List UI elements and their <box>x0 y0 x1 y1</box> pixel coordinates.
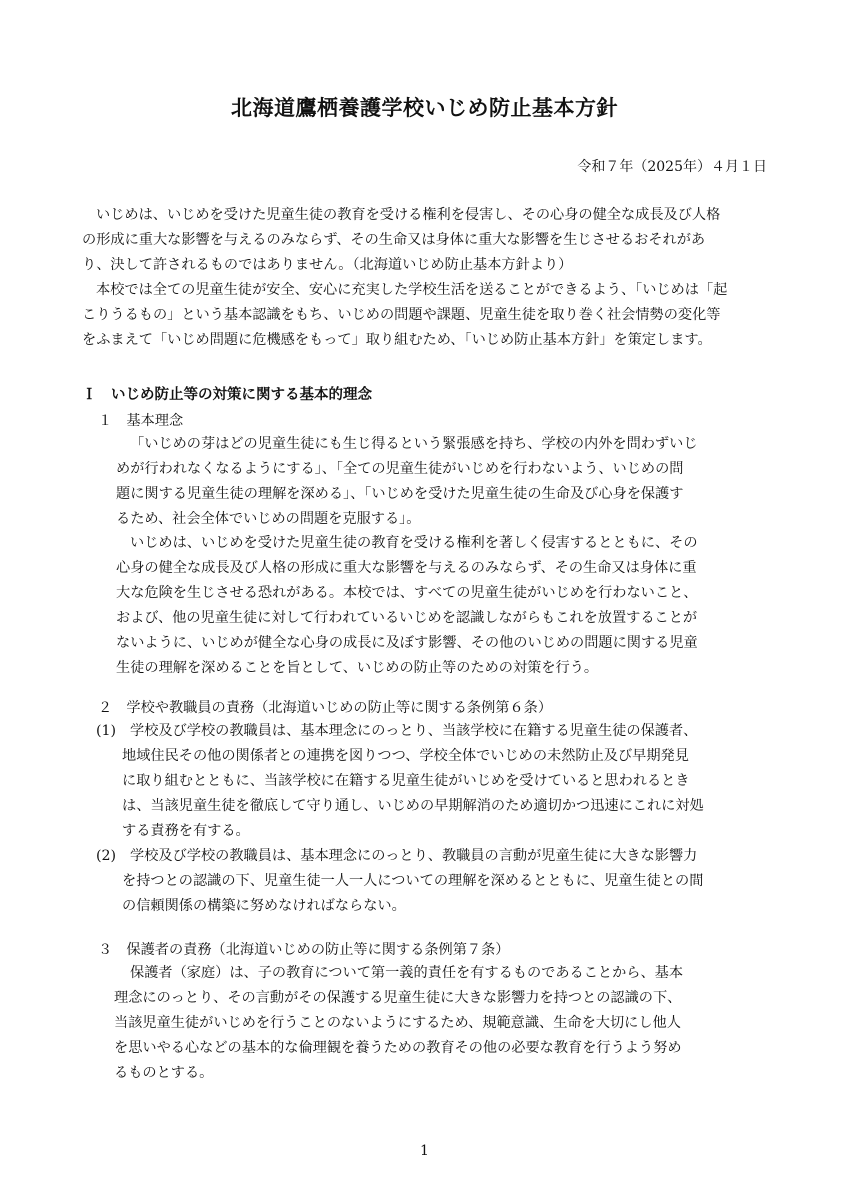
body-line: は、当該児童生徒を徹底して守り通し、いじめの早期解消のため適切かつ迅速にこれに対処 <box>122 798 704 814</box>
subsection-heading: １ 基本理念 <box>98 413 184 429</box>
page-number: 1 <box>420 1143 429 1159</box>
body-line: する責務を有する。 <box>122 823 250 839</box>
body-line: 理念にのっとり、その言動がその保護する児童生徒に大きな影響力を持つとの認識の下、 <box>114 990 682 1006</box>
list-marker: (1) <box>96 723 117 739</box>
body-line: めが行われなくなるようにする」、「全ての児童生徒がいじめを行わないよう、いじめの問 <box>116 461 684 477</box>
body-line: るものとする。 <box>114 1065 214 1081</box>
intro-line: 本校では全ての児童生徒が安全、安心に充実した学校生活を送ることができるよう、「いじめは「起 <box>96 282 728 298</box>
subsection-heading: ３ 保護者の責務（北海道いじめの防止等に関する条例第７条） <box>98 942 510 958</box>
subsection-heading: ２ 学校や教職員の責務（北海道いじめの防止等に関する条例第６条） <box>98 700 553 716</box>
body-line: 保護者（家庭）は、子の教育について第一義的責任を有するものであることから、基本 <box>130 965 684 981</box>
intro-line: の形成に重大な影響を与えるのみならず、その生命又は身体に重大な影響を生じさせるおそれがあ <box>82 232 706 248</box>
intro-line: をふまえて「いじめ問題に危機感をもって」取り組むため、「いじめ防止基本方針」を策定します。 <box>82 332 712 348</box>
intro-line: り、決して許されるものではありません。（北海道いじめ防止基本方針より） <box>82 257 573 273</box>
body-line: を思いやる心などの基本的な倫理観を養うための教育その他の必要な教育を行うよう努め <box>114 1040 682 1056</box>
body-line: 学校及び学校の教職員は、基本理念にのっとり、教職員の言動が児童生徒に大きな影響力 <box>130 848 698 864</box>
body-line: の信頼関係の構築に努めなければならない。 <box>122 898 406 914</box>
body-line: 生徒の理解を深めることを旨として、いじめの防止等のための対策を行う。 <box>116 660 599 676</box>
body-line: 「いじめの芽はどの児童生徒にも生じ得るという緊張感を持ち、学校の内外を問わずいじ <box>130 436 698 452</box>
body-line: を持つとの認識の下、児童生徒一人一人についての理解を深めるとともに、児童生徒との間 <box>122 873 704 889</box>
body-line: 題に関する児童生徒の理解を深める」、「いじめを受けた児童生徒の生命及び心身を保護す <box>116 486 684 502</box>
document-date: 令和７年（2025年）４月１日 <box>577 159 767 175</box>
intro-line: いじめは、いじめを受けた児童生徒の教育を受ける権利を侵害し、その心身の健全な成長及び人格 <box>96 207 721 223</box>
intro-line: こりうるもの」という基本認識をもち、いじめの問題や課題、児童生徒を取り巻く社会情勢の変化等 <box>82 307 721 323</box>
body-line: 当該児童生徒がいじめを行うことのないようにするため、規範意識、生命を大切にし他人 <box>114 1015 681 1031</box>
body-line: いじめは、いじめを受けた児童生徒の教育を受ける権利を著しく侵害するとともに、その <box>130 535 698 551</box>
body-line: 心身の健全な成長及び人格の形成に重大な影響を与えるのみならず、その生命又は身体に重 <box>116 560 697 576</box>
body-line: 大な危険を生じさせる恐れがある。本校では、すべての児童生徒がいじめを行わないこと、 <box>116 585 698 601</box>
list-marker: (2) <box>96 848 117 864</box>
body-line: 地域住民その他の関係者との連携を図りつつ、学校全体でいじめの未然防止及び早期発見 <box>122 748 689 764</box>
body-line: ないように、いじめが健全な心身の成長に及ぼす影響、その他のいじめの問題に関する児童 <box>116 635 698 651</box>
body-line: 学校及び学校の教職員は、基本理念にのっとり、当該学校に在籍する児童生徒の保護者、 <box>130 723 698 739</box>
body-line: および、他の児童生徒に対して行われているいじめを認識しながらもこれを放置することが <box>116 610 698 626</box>
document-title: 北海道鷹栖養護学校いじめ防止基本方針 <box>231 96 618 120</box>
body-line: に取り組むとともに、当該学校に在籍する児童生徒がいじめを受けていると思われるとき <box>122 773 690 789</box>
section-heading: Ｉ いじめ防止等の対策に関する基本的理念 <box>82 387 372 403</box>
body-line: るため、社会全体でいじめの問題を克服する」。 <box>116 511 421 527</box>
